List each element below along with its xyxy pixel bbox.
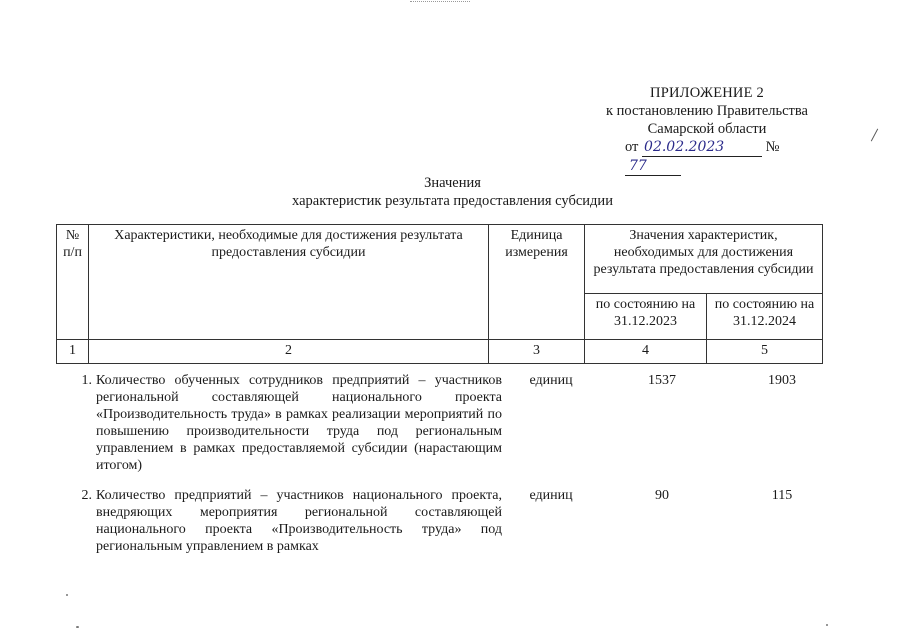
row-characteristic: Количество предприятий – участников национального проекта, внедряющих мероприятия региональной составляющей национального проекта «Производительность труда» под региональным управлением в рамках	[96, 488, 502, 554]
table-body	[56, 372, 854, 568]
values-table	[56, 224, 823, 364]
appendix-block	[587, 84, 827, 174]
index-cell: 4	[585, 340, 707, 364]
scan-artifact	[826, 624, 828, 626]
heading-line-1: Значения	[424, 175, 481, 191]
index-cell: 1	[57, 340, 89, 364]
row-characteristic: Количество обученных сотрудников предприятий – участников региональной составляющей национального проекта «Производительность труда» в рамках реализации мероприятий по повышению производительности труда под региональным управлением в рамках предоставляемой субсидии (нарастающим итогом)	[96, 373, 502, 473]
row-value-2023: 90	[655, 488, 669, 503]
row-unit: единиц	[529, 373, 573, 388]
row-value-2024: 115	[771, 488, 793, 503]
scan-artifact	[76, 626, 79, 628]
row-number: 1.	[81, 373, 92, 388]
header-value-2023: по состоянию на 31.12.2023	[585, 293, 707, 339]
appendix-title: ПРИЛОЖЕНИЕ 2	[650, 85, 764, 101]
index-cell: 2	[89, 340, 489, 364]
header-values-group: Значения характеристик, необходимых для достижения результата предоставления субсидии	[585, 225, 823, 294]
date-field	[642, 138, 762, 157]
handwritten-number: 77	[629, 158, 647, 174]
appendix-date-number-line	[587, 138, 827, 174]
handwritten-date: 02.02.2023	[644, 139, 725, 155]
scan-artifact	[871, 129, 878, 142]
row-value-2024: 1903	[768, 373, 796, 388]
index-cell: 3	[489, 340, 585, 364]
date-prefix: от	[625, 139, 639, 155]
header-value-2024: по состоянию на 31.12.2024	[707, 293, 823, 339]
scan-artifact	[66, 594, 68, 596]
header-characteristic: Характеристики, необходимые для достижения результата предоставления субсидии	[89, 225, 489, 340]
header-num: № п/п	[57, 225, 89, 340]
index-cell: 5	[707, 340, 823, 364]
table-row	[56, 372, 854, 474]
table-row	[56, 487, 854, 555]
table-header-row	[57, 225, 823, 294]
row-unit: единиц	[529, 488, 573, 503]
row-value-2023: 1537	[648, 373, 676, 388]
scan-artifact	[410, 1, 470, 4]
document-heading	[0, 174, 905, 210]
heading-line-2: характеристик результата предоставления субсидии	[292, 193, 613, 209]
table-index-row	[57, 340, 823, 364]
appendix-region-line: Самарской области	[647, 121, 767, 137]
number-prefix: №	[765, 139, 780, 155]
appendix-decree-line: к постановлению Правительства	[606, 103, 808, 119]
row-number: 2.	[81, 488, 92, 503]
header-unit: Единица измерения	[489, 225, 585, 340]
